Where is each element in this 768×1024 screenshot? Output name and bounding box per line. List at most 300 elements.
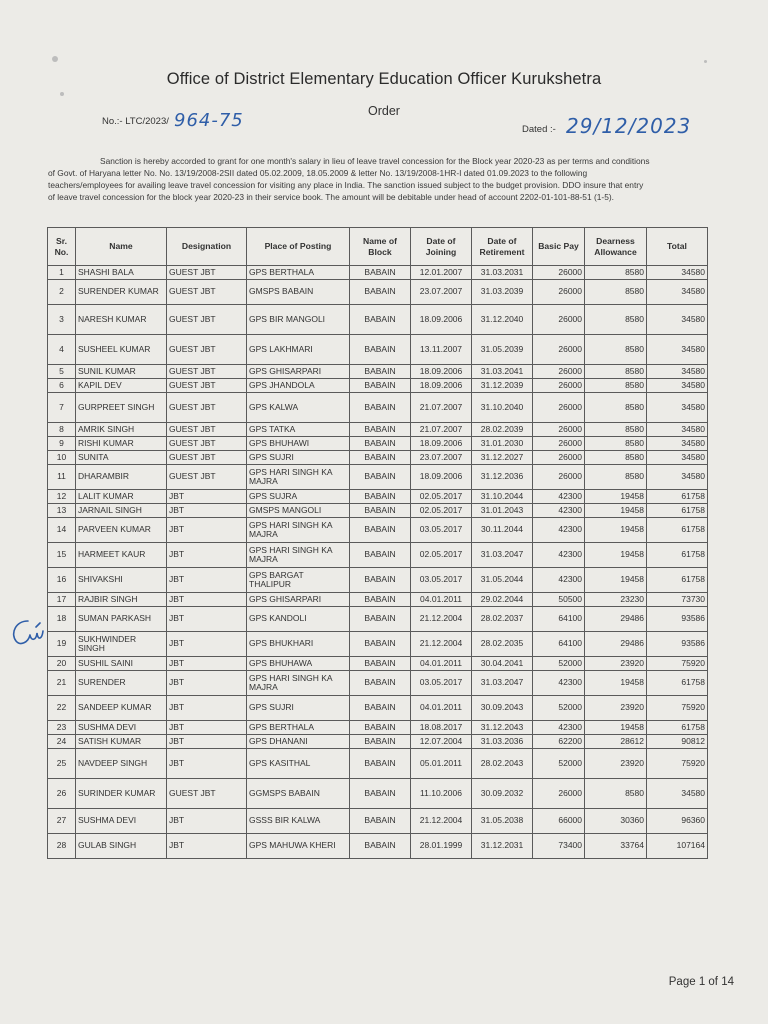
header-block: Name of Block <box>350 228 411 266</box>
cell-dearness: 29486 <box>585 632 647 657</box>
cell-designation: JBT <box>167 721 247 735</box>
table-row <box>48 518 708 543</box>
cell-place: GMSPS MANGOLI <box>247 504 350 518</box>
cell-sr-no: 18 <box>48 607 76 632</box>
cell-retirement: 31.01.2043 <box>472 504 533 518</box>
cell-sr-no: 3 <box>48 305 76 335</box>
cell-name: SATISH KUMAR <box>76 735 167 749</box>
cell-block: BABAIN <box>350 393 411 423</box>
cell-place: GPS HARI SINGH KA MAJRA <box>247 518 350 543</box>
cell-block: BABAIN <box>350 280 411 305</box>
cell-dearness: 19458 <box>585 504 647 518</box>
cell-joining: 02.05.2017 <box>411 504 472 518</box>
scan-speck <box>60 92 64 96</box>
cell-basic-pay: 26000 <box>533 451 585 465</box>
cell-total: 34580 <box>647 266 708 280</box>
cell-total: 34580 <box>647 437 708 451</box>
cell-place: GPS LAKHMARI <box>247 335 350 365</box>
cell-basic-pay: 26000 <box>533 335 585 365</box>
cell-name: GURPREET SINGH <box>76 393 167 423</box>
cell-retirement: 30.09.2043 <box>472 696 533 721</box>
cell-designation: JBT <box>167 809 247 834</box>
cell-basic-pay: 64100 <box>533 607 585 632</box>
cell-joining: 23.07.2007 <box>411 280 472 305</box>
cell-place: GPS SUJRI <box>247 451 350 465</box>
cell-sr-no: 6 <box>48 379 76 393</box>
date-handwritten: 29/12/2023 <box>566 114 692 138</box>
cell-basic-pay: 26000 <box>533 423 585 437</box>
table-row <box>48 607 708 632</box>
cell-joining: 21.12.2004 <box>411 632 472 657</box>
cell-block: BABAIN <box>350 365 411 379</box>
cell-basic-pay: 52000 <box>533 696 585 721</box>
cell-name: SHASHI BALA <box>76 266 167 280</box>
cell-designation: GUEST JBT <box>167 335 247 365</box>
cell-joining: 18.09.2006 <box>411 365 472 379</box>
cell-dearness: 19458 <box>585 671 647 696</box>
cell-sr-no: 5 <box>48 365 76 379</box>
cell-total: 61758 <box>647 721 708 735</box>
cell-dearness: 19458 <box>585 518 647 543</box>
cell-joining: 18.09.2006 <box>411 305 472 335</box>
cell-total: 34580 <box>647 393 708 423</box>
cell-designation: JBT <box>167 735 247 749</box>
table-row <box>48 543 708 568</box>
cell-basic-pay: 26000 <box>533 266 585 280</box>
cell-sr-no: 13 <box>48 504 76 518</box>
cell-block: BABAIN <box>350 779 411 809</box>
cell-dearness: 8580 <box>585 266 647 280</box>
cell-designation: GUEST JBT <box>167 465 247 490</box>
cell-total: 93586 <box>647 607 708 632</box>
cell-designation: JBT <box>167 593 247 607</box>
cell-name: SURENDER <box>76 671 167 696</box>
table-row <box>48 779 708 809</box>
table-body <box>48 266 708 859</box>
cell-joining: 18.09.2006 <box>411 465 472 490</box>
cell-joining: 18.08.2017 <box>411 721 472 735</box>
table-row <box>48 437 708 451</box>
cell-place: GPS SUJRI <box>247 696 350 721</box>
table-row <box>48 365 708 379</box>
cell-joining: 21.07.2007 <box>411 423 472 437</box>
paragraph-line: of leave travel concession for the block year 2020-23 in their service book. The amount will be debitable under head of account 2202-01-101-88-51 (1-5). <box>48 192 614 202</box>
cell-sr-no: 26 <box>48 779 76 809</box>
table-row <box>48 834 708 859</box>
cell-joining: 05.01.2011 <box>411 749 472 779</box>
office-title: Office of District Elementary Education Officer Kurukshetra <box>166 70 602 88</box>
cell-basic-pay: 42300 <box>533 490 585 504</box>
cell-designation: JBT <box>167 632 247 657</box>
cell-designation: JBT <box>167 504 247 518</box>
cell-sr-no: 10 <box>48 451 76 465</box>
cell-place: GGMSPS BABAIN <box>247 779 350 809</box>
cell-total: 61758 <box>647 671 708 696</box>
cell-dearness: 33764 <box>585 834 647 859</box>
cell-basic-pay: 50500 <box>533 593 585 607</box>
cell-place: GPS HARI SINGH KA MAJRA <box>247 671 350 696</box>
cell-sr-no: 11 <box>48 465 76 490</box>
cell-retirement: 30.04.2041 <box>472 657 533 671</box>
cell-dearness: 8580 <box>585 437 647 451</box>
header-designation: Designation <box>167 228 247 266</box>
handwritten-initial-mark <box>6 613 46 653</box>
cell-retirement: 31.03.2036 <box>472 735 533 749</box>
cell-dearness: 8580 <box>585 779 647 809</box>
cell-block: BABAIN <box>350 721 411 735</box>
table-row <box>48 671 708 696</box>
cell-place: GMSPS BABAIN <box>247 280 350 305</box>
cell-sr-no: 17 <box>48 593 76 607</box>
table-row <box>48 465 708 490</box>
table-row <box>48 504 708 518</box>
cell-name: AMRIK SINGH <box>76 423 167 437</box>
cell-total: 61758 <box>647 504 708 518</box>
cell-total: 73730 <box>647 593 708 607</box>
table-row <box>48 809 708 834</box>
cell-designation: JBT <box>167 657 247 671</box>
cell-place: GPS GHISARPARI <box>247 365 350 379</box>
cell-block: BABAIN <box>350 335 411 365</box>
cell-block: BABAIN <box>350 490 411 504</box>
cell-block: BABAIN <box>350 657 411 671</box>
cell-designation: GUEST JBT <box>167 379 247 393</box>
cell-sr-no: 19 <box>48 632 76 657</box>
cell-sr-no: 4 <box>48 335 76 365</box>
table-row <box>48 335 708 365</box>
cell-joining: 13.11.2007 <box>411 335 472 365</box>
cell-joining: 03.05.2017 <box>411 671 472 696</box>
cell-block: BABAIN <box>350 518 411 543</box>
cell-designation: GUEST JBT <box>167 423 247 437</box>
cell-place: GPS SUJRA <box>247 490 350 504</box>
cell-designation: JBT <box>167 490 247 504</box>
cell-dearness: 8580 <box>585 305 647 335</box>
cell-retirement: 31.12.2040 <box>472 305 533 335</box>
cell-block: BABAIN <box>350 543 411 568</box>
cell-retirement: 28.02.2043 <box>472 749 533 779</box>
cell-block: BABAIN <box>350 671 411 696</box>
scan-speck <box>704 60 707 63</box>
cell-total: 34580 <box>647 280 708 305</box>
cell-sr-no: 20 <box>48 657 76 671</box>
cell-joining: 18.09.2006 <box>411 379 472 393</box>
cell-name: SANDEEP KUMAR <box>76 696 167 721</box>
cell-place: GSSS BIR KALWA <box>247 809 350 834</box>
cell-designation: GUEST JBT <box>167 365 247 379</box>
order-date <box>522 114 692 138</box>
table-row <box>48 423 708 437</box>
cell-retirement: 31.03.2047 <box>472 671 533 696</box>
cell-name: SUNITA <box>76 451 167 465</box>
cell-retirement: 30.09.2032 <box>472 779 533 809</box>
cell-total: 107164 <box>647 834 708 859</box>
header-basic-pay: Basic Pay <box>533 228 585 266</box>
cell-basic-pay: 26000 <box>533 437 585 451</box>
cell-block: BABAIN <box>350 607 411 632</box>
cell-place: GPS BERTHALA <box>247 266 350 280</box>
cell-place: GPS BHUHAWI <box>247 437 350 451</box>
cell-joining: 02.05.2017 <box>411 490 472 504</box>
cell-basic-pay: 64100 <box>533 632 585 657</box>
cell-dearness: 8580 <box>585 393 647 423</box>
cell-dearness: 8580 <box>585 335 647 365</box>
cell-block: BABAIN <box>350 379 411 393</box>
cell-designation: JBT <box>167 834 247 859</box>
cell-dearness: 8580 <box>585 365 647 379</box>
cell-name: SUSHMA DEVI <box>76 721 167 735</box>
cell-basic-pay: 42300 <box>533 721 585 735</box>
table-row <box>48 393 708 423</box>
cell-total: 61758 <box>647 568 708 593</box>
cell-joining: 23.07.2007 <box>411 451 472 465</box>
cell-name: SURENDER KUMAR <box>76 280 167 305</box>
cell-joining: 04.01.2011 <box>411 696 472 721</box>
cell-name: PARVEEN KUMAR <box>76 518 167 543</box>
cell-retirement: 31.12.2043 <box>472 721 533 735</box>
cell-name: NARESH KUMAR <box>76 305 167 335</box>
cell-designation: JBT <box>167 607 247 632</box>
cell-sr-no: 23 <box>48 721 76 735</box>
cell-block: BABAIN <box>350 735 411 749</box>
cell-joining: 02.05.2017 <box>411 543 472 568</box>
cell-dearness: 19458 <box>585 543 647 568</box>
order-heading: Order <box>368 104 400 118</box>
cell-name: SUNIL KUMAR <box>76 365 167 379</box>
cell-joining: 18.09.2006 <box>411 437 472 451</box>
table-row <box>48 379 708 393</box>
header-date-of-joining: Date of Joining <box>411 228 472 266</box>
cell-basic-pay: 26000 <box>533 465 585 490</box>
cell-place: GPS DHANANI <box>247 735 350 749</box>
cell-place: GPS BIR MANGOLI <box>247 305 350 335</box>
header-total: Total <box>647 228 708 266</box>
cell-name: SURINDER KUMAR <box>76 779 167 809</box>
cell-dearness: 28612 <box>585 735 647 749</box>
cell-block: BABAIN <box>350 568 411 593</box>
cell-retirement: 31.05.2044 <box>472 568 533 593</box>
cell-retirement: 31.03.2047 <box>472 543 533 568</box>
cell-basic-pay: 26000 <box>533 779 585 809</box>
header-place-of-posting: Place of Posting <box>247 228 350 266</box>
paragraph-line: teachers/employees for availing leave travel concession for visiting any place in India. The sanction issued subject to the budget provision. DDO insure that entry <box>48 180 644 190</box>
table-header-row <box>48 228 708 266</box>
cell-block: BABAIN <box>350 423 411 437</box>
cell-name: SUSHIL SAINI <box>76 657 167 671</box>
cell-place: GPS KANDOLI <box>247 607 350 632</box>
cell-sr-no: 14 <box>48 518 76 543</box>
cell-place: GPS JHANDOLA <box>247 379 350 393</box>
cell-sr-no: 27 <box>48 809 76 834</box>
cell-total: 34580 <box>647 423 708 437</box>
cell-place: GPS HARI SINGH KA MAJRA <box>247 543 350 568</box>
cell-sr-no: 9 <box>48 437 76 451</box>
cell-place: GPS HARI SINGH KA MAJRA <box>247 465 350 490</box>
cell-name: KAPIL DEV <box>76 379 167 393</box>
cell-name: SUKHWINDER SINGH <box>76 632 167 657</box>
cell-name: SUSHMA DEVI <box>76 809 167 834</box>
cell-dearness: 8580 <box>585 379 647 393</box>
cell-basic-pay: 42300 <box>533 671 585 696</box>
cell-total: 90812 <box>647 735 708 749</box>
table-row <box>48 568 708 593</box>
ltc-sanction-table <box>47 227 708 859</box>
cell-name: HARMEET KAUR <box>76 543 167 568</box>
cell-total: 34580 <box>647 305 708 335</box>
cell-sr-no: 28 <box>48 834 76 859</box>
cell-retirement: 28.02.2035 <box>472 632 533 657</box>
cell-place: GPS BHUHAWA <box>247 657 350 671</box>
cell-basic-pay: 73400 <box>533 834 585 859</box>
cell-sr-no: 8 <box>48 423 76 437</box>
cell-total: 75920 <box>647 749 708 779</box>
cell-retirement: 31.12.2027 <box>472 451 533 465</box>
cell-joining: 21.07.2007 <box>411 393 472 423</box>
cell-dearness: 19458 <box>585 568 647 593</box>
cell-dearness: 8580 <box>585 451 647 465</box>
header-name: Name <box>76 228 167 266</box>
cell-joining: 04.01.2011 <box>411 657 472 671</box>
cell-dearness: 23920 <box>585 696 647 721</box>
order-number-label: No.:- LTC/2023/ <box>102 116 169 127</box>
cell-place: GPS TATKA <box>247 423 350 437</box>
cell-retirement: 28.02.2037 <box>472 607 533 632</box>
cell-joining: 03.05.2017 <box>411 568 472 593</box>
cell-sr-no: 24 <box>48 735 76 749</box>
cell-name: DHARAMBIR <box>76 465 167 490</box>
cell-block: BABAIN <box>350 749 411 779</box>
cell-sr-no: 25 <box>48 749 76 779</box>
cell-joining: 12.01.2007 <box>411 266 472 280</box>
cell-block: BABAIN <box>350 437 411 451</box>
order-number-handwritten: 964-75 <box>174 110 244 131</box>
cell-place: GPS BERTHALA <box>247 721 350 735</box>
order-number <box>102 110 244 131</box>
page-number: Page 1 of 14 <box>668 976 734 988</box>
paragraph-line: of Govt. of Haryana letter No. No. 13/19/2008-2SII dated 05.02.2009, 18.05.2009 & letter No. 13/19/2008-1HR-I dated 01.09.2023 to the following <box>48 168 588 178</box>
cell-total: 34580 <box>647 779 708 809</box>
cell-block: BABAIN <box>350 451 411 465</box>
cell-designation: GUEST JBT <box>167 437 247 451</box>
cell-retirement: 31.10.2040 <box>472 393 533 423</box>
cell-name: SUSHEEL KUMAR <box>76 335 167 365</box>
cell-total: 34580 <box>647 451 708 465</box>
cell-sr-no: 12 <box>48 490 76 504</box>
cell-basic-pay: 26000 <box>533 393 585 423</box>
cell-dearness: 19458 <box>585 490 647 504</box>
cell-name: SHIVAKSHI <box>76 568 167 593</box>
cell-joining: 28.01.1999 <box>411 834 472 859</box>
cell-designation: JBT <box>167 568 247 593</box>
cell-total: 61758 <box>647 543 708 568</box>
table-row <box>48 632 708 657</box>
cell-dearness: 23920 <box>585 657 647 671</box>
cell-dearness: 19458 <box>585 721 647 735</box>
cell-basic-pay: 42300 <box>533 568 585 593</box>
cell-dearness: 29486 <box>585 607 647 632</box>
cell-retirement: 31.10.2044 <box>472 490 533 504</box>
scan-speck <box>52 56 58 62</box>
cell-retirement: 30.11.2044 <box>472 518 533 543</box>
sanction-paragraph <box>48 155 724 203</box>
cell-place: GPS GHISARPARI <box>247 593 350 607</box>
cell-joining: 03.05.2017 <box>411 518 472 543</box>
table-row <box>48 749 708 779</box>
cell-name: GULAB SINGH <box>76 834 167 859</box>
cell-retirement: 29.02.2044 <box>472 593 533 607</box>
cell-total: 96360 <box>647 809 708 834</box>
cell-designation: GUEST JBT <box>167 266 247 280</box>
cell-name: SUMAN PARKASH <box>76 607 167 632</box>
cell-designation: JBT <box>167 518 247 543</box>
cell-sr-no: 7 <box>48 393 76 423</box>
cell-dearness: 23230 <box>585 593 647 607</box>
cell-retirement: 31.01.2030 <box>472 437 533 451</box>
table-row <box>48 280 708 305</box>
cell-dearness: 23920 <box>585 749 647 779</box>
cell-retirement: 31.03.2039 <box>472 280 533 305</box>
cell-block: BABAIN <box>350 266 411 280</box>
table-row <box>48 451 708 465</box>
cell-sr-no: 16 <box>48 568 76 593</box>
header-dearness-allowance: Dearness Allowance <box>585 228 647 266</box>
cell-basic-pay: 26000 <box>533 379 585 393</box>
table-row <box>48 696 708 721</box>
cell-designation: JBT <box>167 671 247 696</box>
cell-name: RISHI KUMAR <box>76 437 167 451</box>
cell-place: GPS KASITHAL <box>247 749 350 779</box>
header-sr-no: Sr. No. <box>48 228 76 266</box>
cell-sr-no: 1 <box>48 266 76 280</box>
cell-retirement: 31.12.2031 <box>472 834 533 859</box>
cell-block: BABAIN <box>350 632 411 657</box>
cell-total: 61758 <box>647 490 708 504</box>
cell-dearness: 30360 <box>585 809 647 834</box>
cell-sr-no: 15 <box>48 543 76 568</box>
cell-dearness: 8580 <box>585 465 647 490</box>
cell-name: LALIT KUMAR <box>76 490 167 504</box>
cell-designation: JBT <box>167 543 247 568</box>
cell-designation: JBT <box>167 696 247 721</box>
cell-total: 61758 <box>647 518 708 543</box>
table-row <box>48 266 708 280</box>
cell-name: NAVDEEP SINGH <box>76 749 167 779</box>
cell-joining: 21.12.2004 <box>411 607 472 632</box>
cell-block: BABAIN <box>350 305 411 335</box>
cell-sr-no: 22 <box>48 696 76 721</box>
cell-retirement: 31.03.2041 <box>472 365 533 379</box>
cell-total: 34580 <box>647 335 708 365</box>
cell-sr-no: 21 <box>48 671 76 696</box>
table-row <box>48 490 708 504</box>
cell-place: GPS BARGAT THALIPUR <box>247 568 350 593</box>
cell-basic-pay: 52000 <box>533 749 585 779</box>
cell-total: 75920 <box>647 657 708 671</box>
cell-total: 34580 <box>647 365 708 379</box>
cell-block: BABAIN <box>350 504 411 518</box>
cell-retirement: 31.03.2031 <box>472 266 533 280</box>
date-label: Dated :- <box>522 124 556 135</box>
cell-basic-pay: 62200 <box>533 735 585 749</box>
cell-block: BABAIN <box>350 465 411 490</box>
cell-dearness: 8580 <box>585 423 647 437</box>
cell-basic-pay: 42300 <box>533 543 585 568</box>
cell-place: GPS KALWA <box>247 393 350 423</box>
cell-basic-pay: 26000 <box>533 280 585 305</box>
table-row <box>48 735 708 749</box>
cell-joining: 11.10.2006 <box>411 779 472 809</box>
cell-designation: GUEST JBT <box>167 305 247 335</box>
